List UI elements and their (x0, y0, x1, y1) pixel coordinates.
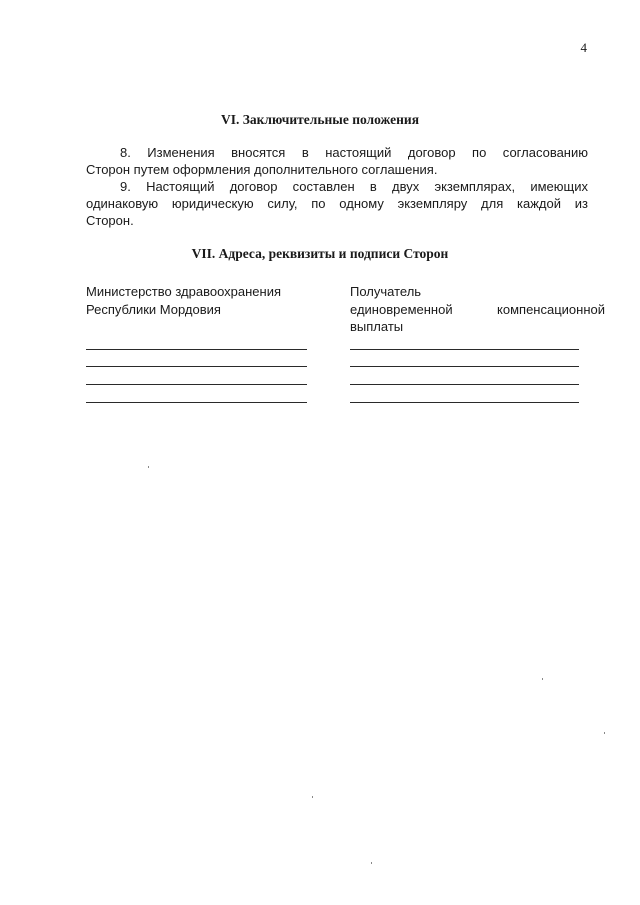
scan-speck (312, 796, 313, 798)
scan-speck (604, 732, 605, 734)
paragraph-8-line-1: 8. Изменения вносятся в настоящий договор по согласованию (120, 145, 588, 160)
section-7-title: VII. Адреса, реквизиты и подписи Сторон (191, 246, 449, 261)
paragraph-9-line-3: Сторон. (86, 213, 134, 228)
left-signature-line-2 (86, 366, 307, 367)
left-party-line-2: Республики Мордовия (86, 301, 221, 317)
left-party-line-1: Министерство здравоохранения (86, 284, 281, 299)
paragraph-9-line-1: 9. Настоящий договор составлен в двух экземплярах, имеющих (120, 179, 588, 194)
right-signature-line-3 (350, 384, 579, 385)
paragraph-9-line-2: одинаковую юридическую силу, по одному экземпляру для каждой из (86, 196, 588, 211)
scan-speck (542, 678, 543, 680)
right-party-line-3: выплаты (350, 319, 404, 334)
left-signature-line-1 (86, 349, 307, 350)
right-party-line-1: Получатель (350, 284, 422, 299)
scan-speck (148, 466, 149, 468)
left-signature-line-3 (86, 384, 307, 385)
left-signature-line-4 (86, 402, 307, 403)
section-6-title: VI. Заключительные положения (221, 112, 419, 127)
right-party-name (350, 283, 605, 336)
scan-speck (371, 862, 372, 864)
paragraph-8-line-2: Сторон путем оформления дополнительного соглашения. (86, 162, 438, 177)
paragraph-9 (86, 178, 588, 229)
paragraph-8 (86, 144, 588, 178)
right-party-line-2: единовременной компенсационной (350, 301, 605, 317)
page-number: 4 (580, 40, 587, 55)
right-signature-line-2 (350, 366, 579, 367)
left-party-name (86, 283, 316, 318)
right-signature-line-1 (350, 349, 579, 350)
right-signature-line-4 (350, 402, 579, 403)
